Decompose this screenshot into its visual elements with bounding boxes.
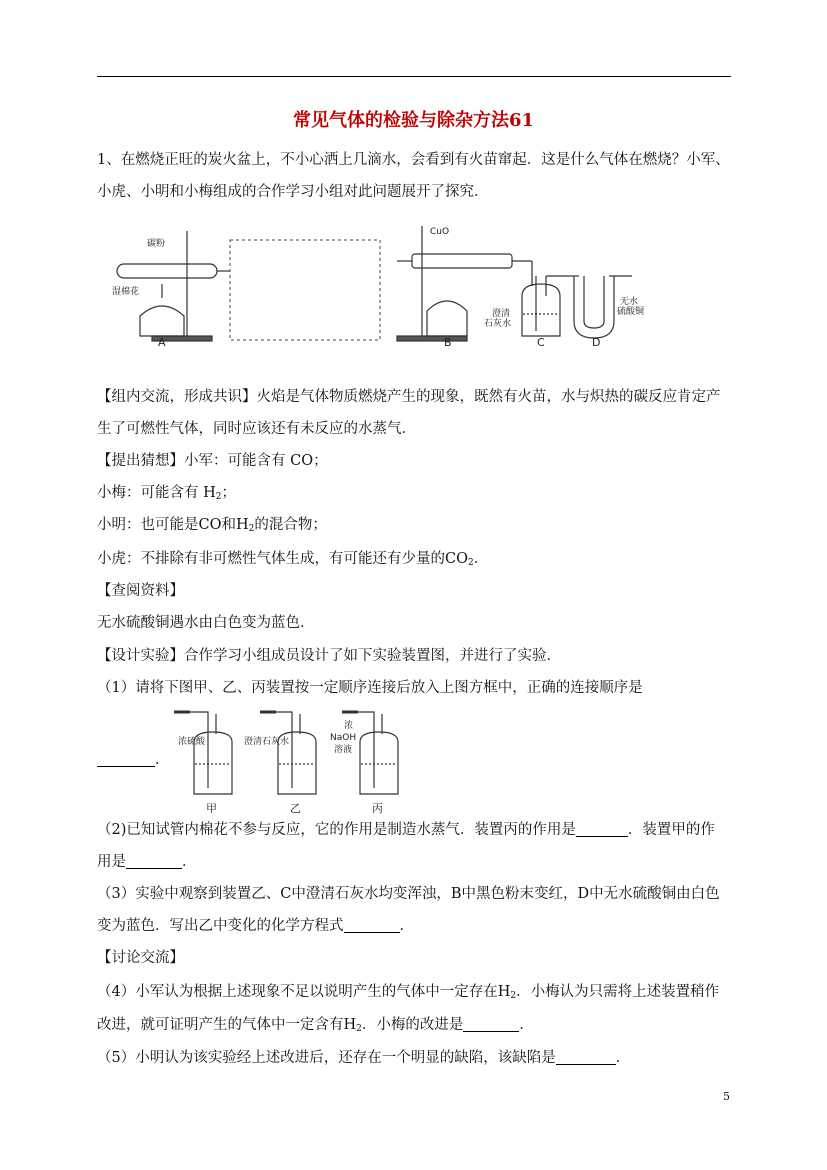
page-title: 常见气体的检验与除杂方法61: [292, 110, 535, 131]
label-yi: 乙: [290, 802, 301, 815]
label-jia: 甲: [206, 802, 217, 815]
page-number: 5: [723, 1090, 730, 1103]
guess-xiaojun: 【提出猜想】小军：可能含有 CO；: [97, 453, 328, 469]
question-3-line2: 变为蓝色．写出乙中变化的化学方程式 ．: [97, 918, 414, 934]
label-jia-liquid: 浓硫酸: [178, 737, 206, 747]
consensus-line1: 【组内交流，形成共识】火焰是气体物质燃烧产生的现象，既然有火苗，水与炽热的碳反应肯定产: [97, 389, 721, 405]
header-rule: [97, 76, 731, 77]
consensus-line2: 生了可燃性气体，同时应该还有未反应的水蒸气．: [97, 421, 416, 437]
label-wet-cotton: 湿棉花: [112, 287, 140, 297]
reference-heading: 【查阅资料】: [97, 583, 184, 599]
label-bing-liquid-1: 浓: [344, 721, 354, 731]
q1-stem-line1: 1、在燃烧正旺的炭火盆上，不小心洒上几滴水，会看到有火苗窜起．这是什么气体在燃烧？小军、: [97, 152, 730, 168]
combustion-tube-b: [412, 254, 512, 268]
bottle-c: [522, 284, 560, 336]
label-c: C: [537, 336, 545, 346]
alcohol-lamp-a: [140, 306, 184, 336]
question-1-line1: （1）请将下图甲、乙、丙装置按一定顺序连接后放入上图方框中，正确的连接顺序是: [97, 680, 643, 696]
label-yi-liquid: 澄清石灰水: [244, 737, 290, 747]
label-limewater: 澄清: [492, 309, 511, 319]
answer-blank-3[interactable]: [344, 918, 400, 933]
dashed-placeholder-box: [230, 240, 380, 340]
question-2-line1: （2)已知试管内棉花不参与反应，它的作用是制造水蒸气．装置丙的作用是 ．装置甲的作: [97, 822, 715, 838]
label-bing-liquid-2: NaOH: [330, 733, 357, 743]
u-tube-d: [574, 276, 614, 338]
question-4-line2: 改进，就可证明产生的气体中一定含有$H_2$．小梅的改进是 ．: [97, 1017, 534, 1034]
answer-blank-4[interactable]: [463, 1017, 519, 1032]
label-bing: 丙: [372, 802, 383, 815]
label-carbon-powder: 碳粉: [147, 239, 166, 249]
design-heading: 【设计实验】合作学习小组成员设计了如下实验装置图，并进行了实验．: [97, 648, 561, 664]
answer-blank-5[interactable]: [556, 1050, 616, 1065]
guess-xiaoming: 小明：也可能是CO和$H_2$的混合物；: [97, 517, 327, 534]
question-1-line2: ．: [97, 750, 731, 770]
alcohol-lamp-b: [427, 301, 467, 336]
label-cuo: CuO: [430, 227, 450, 237]
answer-blank-2a[interactable]: [576, 822, 628, 837]
question-2-line2: 用是 ．: [97, 854, 197, 870]
apparatus-figure: [112, 226, 652, 346]
question-4-line1: （4）小军认为根据上述现象不足以说明产生的气体中一定存在$H_2$．小梅认为只需将上述装置稍作: [97, 984, 720, 1001]
label-limewater-2: 石灰水: [484, 319, 512, 329]
label-anhydrous: 无水: [620, 297, 639, 307]
label-a: A: [158, 336, 166, 346]
question-5-line: （5）小明认为该实验经上述改进后，还存在一个明显的缺陷，该缺陷是 ．: [97, 1050, 631, 1066]
answer-blank-1[interactable]: [97, 752, 155, 767]
test-tube-a: [117, 264, 217, 278]
label-b: B: [444, 336, 452, 346]
guess-xiaohu: 小虎：不排除有非可燃性气体生成，有可能还有少量的$CO_2$．: [97, 551, 489, 568]
label-d: D: [592, 336, 601, 346]
discussion-heading: 【讨论交流】: [97, 950, 184, 966]
label-cuso4: 硫酸铜: [617, 307, 645, 317]
label-bing-liquid-3: 溶液: [334, 745, 353, 755]
reference-body: 无水硫酸铜遇水由白色变为蓝色．: [97, 615, 315, 631]
question-3-line1: （3）实验中观察到装置乙、C中澄清石灰水均变浑浊，B中黑色粉末变红，D中无水硫酸铜由白色: [97, 886, 720, 902]
guess-xiaomei: 小梅：可能含有 $H_2$；: [97, 485, 236, 502]
answer-blank-2b[interactable]: [126, 854, 182, 869]
q1-stem-line2: 小虎、小明和小梅组成的合作学习小组对此问题展开了探究．: [97, 184, 489, 200]
